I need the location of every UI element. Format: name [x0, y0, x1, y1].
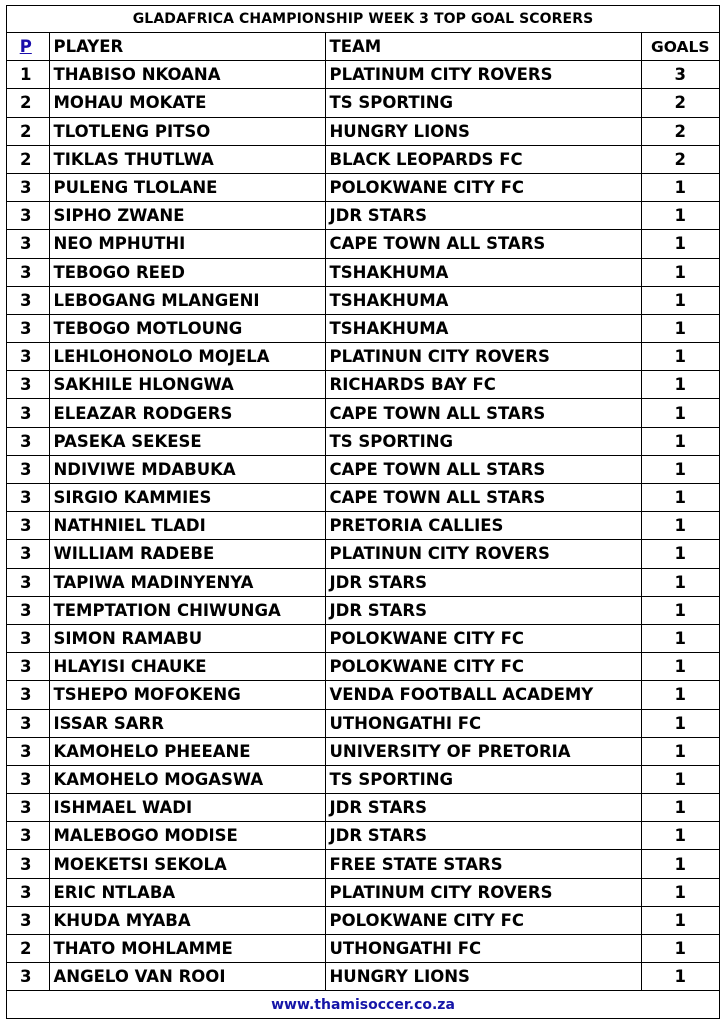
player-cell: LEHLOHONOLO MOJELA [49, 343, 325, 371]
player-cell: MOEKETSI SEKOLA [49, 850, 325, 878]
goals-cell: 1 [641, 624, 719, 652]
goals-cell: 1 [641, 230, 719, 258]
goals-cell: 2 [641, 145, 719, 173]
goals-cell: 1 [641, 906, 719, 934]
team-cell: VENDA FOOTBALL ACADEMY [325, 681, 641, 709]
player-cell: NATHNIEL TLADI [49, 512, 325, 540]
position-cell: 2 [7, 89, 49, 117]
table-row [7, 906, 719, 934]
goals-cell: 1 [641, 512, 719, 540]
position-cell: 3 [7, 794, 49, 822]
position-cell: 3 [7, 173, 49, 201]
table-row [7, 484, 719, 512]
table-row [7, 878, 719, 906]
position-cell: 3 [7, 314, 49, 342]
team-cell: UNIVERSITY OF PRETORIA [325, 737, 641, 765]
table-row [7, 765, 719, 793]
player-cell: TEMPTATION CHIWUNGA [49, 596, 325, 624]
table-row [7, 173, 719, 201]
goals-cell: 1 [641, 709, 719, 737]
position-cell: 3 [7, 484, 49, 512]
team-cell: POLOKWANE CITY FC [325, 624, 641, 652]
table-row [7, 935, 719, 963]
player-cell: TSHEPO MOFOKENG [49, 681, 325, 709]
goals-cell: 1 [641, 314, 719, 342]
table-row [7, 596, 719, 624]
goals-cell: 1 [641, 371, 719, 399]
team-cell: CAPE TOWN ALL STARS [325, 399, 641, 427]
player-cell: NDIVIWE MDABUKA [49, 455, 325, 483]
goals-cell: 1 [641, 343, 719, 371]
sheet-title: GLADAFRICA CHAMPIONSHIP WEEK 3 TOP GOAL SCORERS [7, 6, 719, 33]
goals-cell: 1 [641, 935, 719, 963]
goals-cell: 1 [641, 286, 719, 314]
scorers-table [7, 33, 719, 991]
goals-cell: 1 [641, 963, 719, 991]
position-cell: 3 [7, 343, 49, 371]
position-cell: 3 [7, 202, 49, 230]
team-cell: JDR STARS [325, 202, 641, 230]
team-cell: HUNGRY LIONS [325, 117, 641, 145]
table-row [7, 822, 719, 850]
team-cell: UTHONGATHI FC [325, 709, 641, 737]
position-cell: 3 [7, 765, 49, 793]
footer-website: www.thamisoccer.co.za [271, 997, 455, 1014]
scorers-sheet [6, 5, 720, 1019]
player-cell: TEBOGO REED [49, 258, 325, 286]
team-cell: TS SPORTING [325, 89, 641, 117]
position-cell: 3 [7, 371, 49, 399]
position-cell: 2 [7, 117, 49, 145]
goals-cell: 1 [641, 427, 719, 455]
team-cell: BLACK LEOPARDS FC [325, 145, 641, 173]
goals-cell: 1 [641, 258, 719, 286]
goals-cell: 2 [641, 89, 719, 117]
table-row [7, 89, 719, 117]
team-cell: FREE STATE STARS [325, 850, 641, 878]
goals-cell: 1 [641, 568, 719, 596]
player-cell: KAMOHELO PHEEANE [49, 737, 325, 765]
goals-cell: 1 [641, 653, 719, 681]
position-cell: 3 [7, 512, 49, 540]
header-row [7, 33, 719, 61]
table-row [7, 230, 719, 258]
position-cell: 3 [7, 822, 49, 850]
player-cell: SIPHO ZWANE [49, 202, 325, 230]
position-cell: 3 [7, 878, 49, 906]
table-row [7, 681, 719, 709]
goals-cell: 1 [641, 484, 719, 512]
position-cell: 3 [7, 568, 49, 596]
position-cell: 3 [7, 624, 49, 652]
table-row [7, 963, 719, 991]
player-cell: LEBOGANG MLANGENI [49, 286, 325, 314]
player-header: PLAYER [49, 33, 325, 61]
goals-cell: 1 [641, 794, 719, 822]
player-cell: KAMOHELO MOGASWA [49, 765, 325, 793]
position-cell: 3 [7, 455, 49, 483]
goals-cell: 1 [641, 737, 719, 765]
goals-cell: 1 [641, 399, 719, 427]
player-cell: NEO MPHUTHI [49, 230, 325, 258]
team-cell: POLOKWANE CITY FC [325, 653, 641, 681]
team-cell: RICHARDS BAY FC [325, 371, 641, 399]
team-cell: PRETORIA CALLIES [325, 512, 641, 540]
table-row [7, 202, 719, 230]
goals-cell: 1 [641, 850, 719, 878]
goals-cell: 1 [641, 540, 719, 568]
player-cell: PASEKA SEKESE [49, 427, 325, 455]
player-cell: THATO MOHLAMME [49, 935, 325, 963]
position-cell: 3 [7, 737, 49, 765]
goals-cell: 1 [641, 765, 719, 793]
table-row [7, 455, 719, 483]
table-row [7, 343, 719, 371]
position-cell: 3 [7, 258, 49, 286]
team-cell: HUNGRY LIONS [325, 963, 641, 991]
table-row [7, 61, 719, 89]
position-cell: 2 [7, 935, 49, 963]
team-cell: JDR STARS [325, 822, 641, 850]
position-cell: 3 [7, 540, 49, 568]
team-cell: TSHAKHUMA [325, 286, 641, 314]
scorers-rows [7, 61, 719, 991]
player-cell: SIRGIO KAMMIES [49, 484, 325, 512]
goals-cell: 1 [641, 822, 719, 850]
team-cell: CAPE TOWN ALL STARS [325, 484, 641, 512]
player-cell: ISSAR SARR [49, 709, 325, 737]
position-cell: 3 [7, 399, 49, 427]
team-cell: JDR STARS [325, 794, 641, 822]
position-cell: 2 [7, 145, 49, 173]
table-row [7, 117, 719, 145]
position-cell: 3 [7, 963, 49, 991]
table-row [7, 512, 719, 540]
goals-cell: 1 [641, 596, 719, 624]
player-cell: SAKHILE HLONGWA [49, 371, 325, 399]
player-cell: PULENG TLOLANE [49, 173, 325, 201]
goals-cell: 1 [641, 202, 719, 230]
table-row [7, 286, 719, 314]
table-row [7, 653, 719, 681]
team-cell: PLATINUN CITY ROVERS [325, 343, 641, 371]
table-row [7, 850, 719, 878]
team-cell: JDR STARS [325, 596, 641, 624]
player-cell: ISHMAEL WADI [49, 794, 325, 822]
goals-cell: 1 [641, 173, 719, 201]
goals-cell: 1 [641, 878, 719, 906]
position-cell: 3 [7, 709, 49, 737]
position-cell: 3 [7, 230, 49, 258]
goals-header: GOALS [641, 33, 719, 61]
table-row [7, 794, 719, 822]
table-row [7, 258, 719, 286]
player-cell: WILLIAM RADEBE [49, 540, 325, 568]
player-cell: ERIC NTLABA [49, 878, 325, 906]
table-row [7, 314, 719, 342]
position-sort-link[interactable]: P [19, 37, 32, 57]
team-cell: TS SPORTING [325, 765, 641, 793]
position-header[interactable] [7, 33, 49, 61]
team-cell: JDR STARS [325, 568, 641, 596]
position-cell: 3 [7, 596, 49, 624]
team-header: TEAM [325, 33, 641, 61]
team-cell: TS SPORTING [325, 427, 641, 455]
table-row [7, 371, 719, 399]
player-cell: ELEAZAR RODGERS [49, 399, 325, 427]
player-cell: HLAYISI CHAUKE [49, 653, 325, 681]
table-row [7, 540, 719, 568]
team-cell: PLATINUM CITY ROVERS [325, 878, 641, 906]
table-row [7, 427, 719, 455]
table-row [7, 568, 719, 596]
team-cell: POLOKWANE CITY FC [325, 906, 641, 934]
position-cell: 3 [7, 653, 49, 681]
player-cell: MOHAU MOKATE [49, 89, 325, 117]
table-row [7, 624, 719, 652]
position-cell: 3 [7, 850, 49, 878]
team-cell: PLATINUM CITY ROVERS [325, 61, 641, 89]
player-cell: TEBOGO MOTLOUNG [49, 314, 325, 342]
goals-cell: 1 [641, 681, 719, 709]
position-cell: 3 [7, 286, 49, 314]
table-row [7, 709, 719, 737]
team-cell: POLOKWANE CITY FC [325, 173, 641, 201]
player-cell: KHUDA MYABA [49, 906, 325, 934]
goals-cell: 1 [641, 455, 719, 483]
team-cell: TSHAKHUMA [325, 258, 641, 286]
player-cell: MALEBOGO MODISE [49, 822, 325, 850]
player-cell: THABISO NKOANA [49, 61, 325, 89]
goals-cell: 2 [641, 117, 719, 145]
position-cell: 3 [7, 681, 49, 709]
table-row [7, 399, 719, 427]
position-cell: 3 [7, 906, 49, 934]
team-cell: TSHAKHUMA [325, 314, 641, 342]
position-cell: 3 [7, 427, 49, 455]
player-cell: TIKLAS THUTLWA [49, 145, 325, 173]
team-cell: CAPE TOWN ALL STARS [325, 230, 641, 258]
goals-cell: 3 [641, 61, 719, 89]
player-cell: TLOTLENG PITSO [49, 117, 325, 145]
player-cell: TAPIWA MADINYENYA [49, 568, 325, 596]
player-cell: SIMON RAMABU [49, 624, 325, 652]
team-cell: PLATINUN CITY ROVERS [325, 540, 641, 568]
player-cell: ANGELO VAN ROOI [49, 963, 325, 991]
team-cell: UTHONGATHI FC [325, 935, 641, 963]
table-row [7, 737, 719, 765]
table-row [7, 145, 719, 173]
position-cell: 1 [7, 61, 49, 89]
team-cell: CAPE TOWN ALL STARS [325, 455, 641, 483]
